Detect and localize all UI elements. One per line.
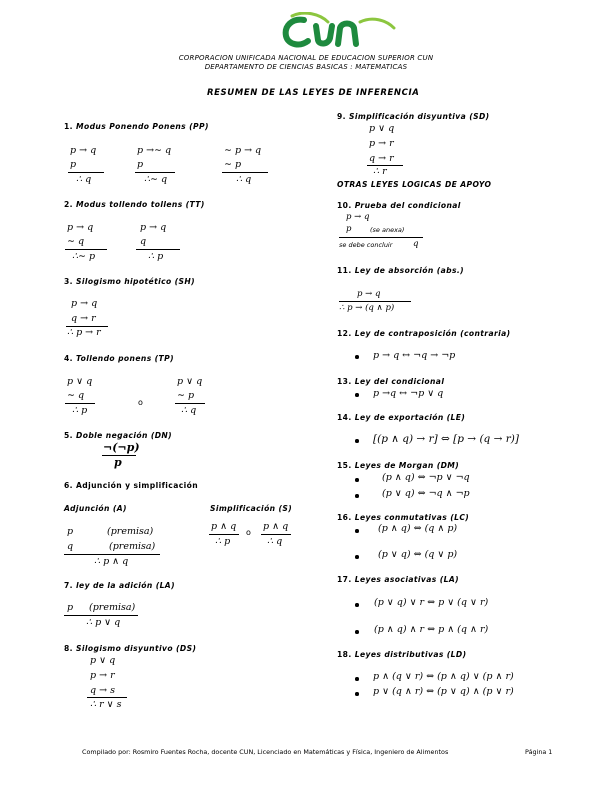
- formula: ∴ r: [373, 166, 387, 177]
- bullet: [355, 478, 359, 482]
- formula: p ∨ q: [67, 376, 93, 387]
- formula: q → r: [369, 153, 394, 164]
- formula: ∼ p: [224, 159, 242, 170]
- rule-line: [65, 249, 107, 250]
- formula: p: [114, 456, 122, 469]
- section-heading-morgan: 15. Leyes de Morgan (DM): [337, 461, 460, 470]
- section-heading-adicion: 7. ley de la adición (LA): [64, 581, 175, 590]
- premise-label: (premisa): [89, 602, 136, 613]
- formula: ∴ p: [148, 251, 164, 262]
- formula: ∼ q: [67, 390, 85, 401]
- section-heading-tp: 4. Tollendo ponens (TP): [64, 354, 174, 363]
- rule-line: [209, 534, 239, 535]
- formula: p → r: [90, 670, 115, 681]
- conclusion-label: se debe concluir: [339, 241, 393, 249]
- rule-line: [64, 615, 138, 616]
- department-name: DEPARTAMENTO DE CIENCIAS BASICAS : MATEMATICAS: [204, 63, 408, 71]
- or-separator: o: [138, 398, 143, 407]
- rule-line: [87, 697, 127, 698]
- formula: p ∨ (q ∧ r) ⇔ (p ∨ q) ∧ (p ∨ r): [373, 686, 514, 697]
- formula: p →q ↔ ¬p ∨ q: [373, 388, 444, 399]
- or-separator: o: [246, 528, 251, 537]
- formula: (p ∨ q) ⇔ (q ∨ p): [378, 549, 458, 560]
- institution-name: CORPORACION UNIFICADA NACIONAL DE EDUCACION SUPERIOR CUN: [178, 54, 434, 62]
- formula: ¬(¬p): [103, 441, 140, 454]
- rule-line: [65, 403, 95, 404]
- formula: p ∧ (q ∨ r) ⇔ (p ∧ q) ∨ (p ∧ r): [373, 671, 514, 682]
- formula: (p ∨ q) ∨ r ⇔ p ∨ (q ∨ r): [374, 597, 489, 608]
- formula: p → q: [140, 222, 167, 233]
- formula: p → q ↔ ¬q → ¬p: [373, 350, 456, 361]
- formula: q: [67, 541, 74, 552]
- formula: (p ∧ q) ⇔ ¬p ∨ ¬q: [382, 472, 470, 483]
- formula: (p ∧ q) ⇔ (q ∧ p): [378, 523, 458, 534]
- formula: p →∼ q: [137, 145, 172, 156]
- formula: p ∨ q: [369, 123, 395, 134]
- section-heading-contraposicion: 12. Ley de contraposición (contraria): [337, 329, 511, 338]
- bullet: [355, 439, 359, 443]
- footer-credit: Compilado por: Rosmiro Fuentes Rocha, docente CUN, Licenciado en Matemáticas y Física, Ingeniero de Alimentos: [82, 748, 449, 756]
- formula: p → q: [70, 145, 97, 156]
- rule-line: [261, 534, 291, 535]
- formula: ∴ q: [267, 536, 283, 547]
- section-heading-conmutativas: 16. Leyes conmutativas (LC): [337, 513, 470, 522]
- rule-line: [136, 249, 180, 250]
- formula: p → q: [67, 222, 94, 233]
- rule-line: [222, 172, 268, 173]
- formula: ∼ p → q: [224, 145, 262, 156]
- rule-line: [339, 237, 423, 238]
- section-heading-tt: 2. Modus tollendo tollens (TT): [64, 200, 205, 209]
- rule-line: [135, 172, 175, 173]
- bullet: [355, 393, 359, 397]
- formula: ∼ q: [67, 236, 85, 247]
- formula: q: [140, 236, 147, 247]
- formula: p: [67, 526, 74, 537]
- formula: p: [137, 159, 144, 170]
- formula: p: [67, 602, 74, 613]
- formula: p ∧ q: [211, 521, 237, 532]
- page-title: RESUMEN DE LAS LEYES DE INFERENCIA: [207, 88, 420, 98]
- bullet: [355, 692, 359, 696]
- cun-logo: [282, 12, 402, 50]
- formula: p ∧ q: [263, 521, 289, 532]
- bullet: [355, 677, 359, 681]
- formula: p → q: [357, 289, 381, 299]
- formula: p ∨ q: [177, 376, 203, 387]
- section-heading-sd: 9. Simplificación disyuntiva (SD): [337, 112, 490, 121]
- formula: p ∨ q: [90, 655, 116, 666]
- formula: ∴ p: [72, 405, 88, 416]
- bullet: [355, 529, 359, 533]
- formula: ∼ p: [177, 390, 195, 401]
- formula: ∴ p ∨ q: [86, 617, 121, 628]
- section-heading-adjuncion: 6. Adjunción y simplificación: [64, 481, 199, 490]
- bullet: [355, 494, 359, 498]
- formula: ∴ q: [236, 174, 252, 185]
- section-heading-prueba-condicional: 10. Prueba del condicional: [337, 201, 461, 210]
- formula: ∴ p ∧ q: [94, 556, 129, 567]
- annex-label: (se anexa): [370, 226, 405, 234]
- rule-line: [175, 403, 205, 404]
- formula: p: [70, 159, 77, 170]
- formula: p → r: [369, 138, 394, 149]
- formula: q: [413, 239, 419, 249]
- section-heading-absorcion: 11. Ley de absorción (abs.): [337, 266, 465, 275]
- formula: ∴ r ∨ s: [90, 699, 122, 710]
- section-heading-pp: 1. Modus Ponendo Ponens (PP): [64, 122, 209, 131]
- subheading-adjuncion: Adjunción (A): [64, 504, 127, 513]
- bullet: [355, 555, 359, 559]
- rule-line: [339, 301, 411, 302]
- formula: q → s: [90, 685, 115, 696]
- section-heading-sh: 3. Silogismo hipotético (SH): [64, 277, 196, 286]
- formula: ∴ p: [215, 536, 231, 547]
- section-heading-distributivas: 18. Leyes distributivas (LD): [337, 650, 467, 659]
- rule-line: [64, 554, 160, 555]
- formula: (p ∧ q) ∧ r ⇔ p ∧ (q ∧ r): [374, 624, 489, 635]
- formula: ∴∼ q: [144, 174, 168, 185]
- section-heading-exportacion: 14. Ley de exportación (LE): [337, 413, 466, 422]
- formula: ∴ p → (q ∧ p): [339, 303, 395, 313]
- formula: ∴ q: [181, 405, 197, 416]
- section-heading-ds: 8. Silogismo disyuntivo (DS): [64, 644, 197, 653]
- premise-label: (premisa): [109, 541, 156, 552]
- formula: p → q: [71, 298, 98, 309]
- page-number: Página 1: [525, 748, 553, 756]
- formula: p: [346, 224, 352, 234]
- formula: q → r: [71, 313, 96, 324]
- section-heading-asociativas: 17. Leyes asociativas (LA): [337, 575, 459, 584]
- rule-line: [68, 172, 104, 173]
- formula: [(p ∧ q) → r] ⇔ [p → (q → r)]: [373, 433, 519, 445]
- section-heading-condicional: 13. Ley del condicional: [337, 377, 445, 386]
- formula: ∴ p → r: [67, 327, 101, 338]
- section-heading-dn: 5. Doble negación (DN): [64, 431, 173, 440]
- formula: (p ∨ q) ⇔ ¬q ∧ ¬p: [382, 488, 470, 499]
- bullet: [355, 630, 359, 634]
- bullet: [355, 603, 359, 607]
- formula: ∴∼ p: [72, 251, 96, 262]
- subheading-otras-leyes: OTRAS LEYES LOGICAS DE APOYO: [337, 180, 492, 189]
- premise-label: (premisa): [107, 526, 154, 537]
- bullet: [355, 355, 359, 359]
- formula: ∴ q: [76, 174, 92, 185]
- formula: p → q: [346, 212, 370, 222]
- subheading-simplificacion: Simplificación (S): [210, 504, 293, 513]
